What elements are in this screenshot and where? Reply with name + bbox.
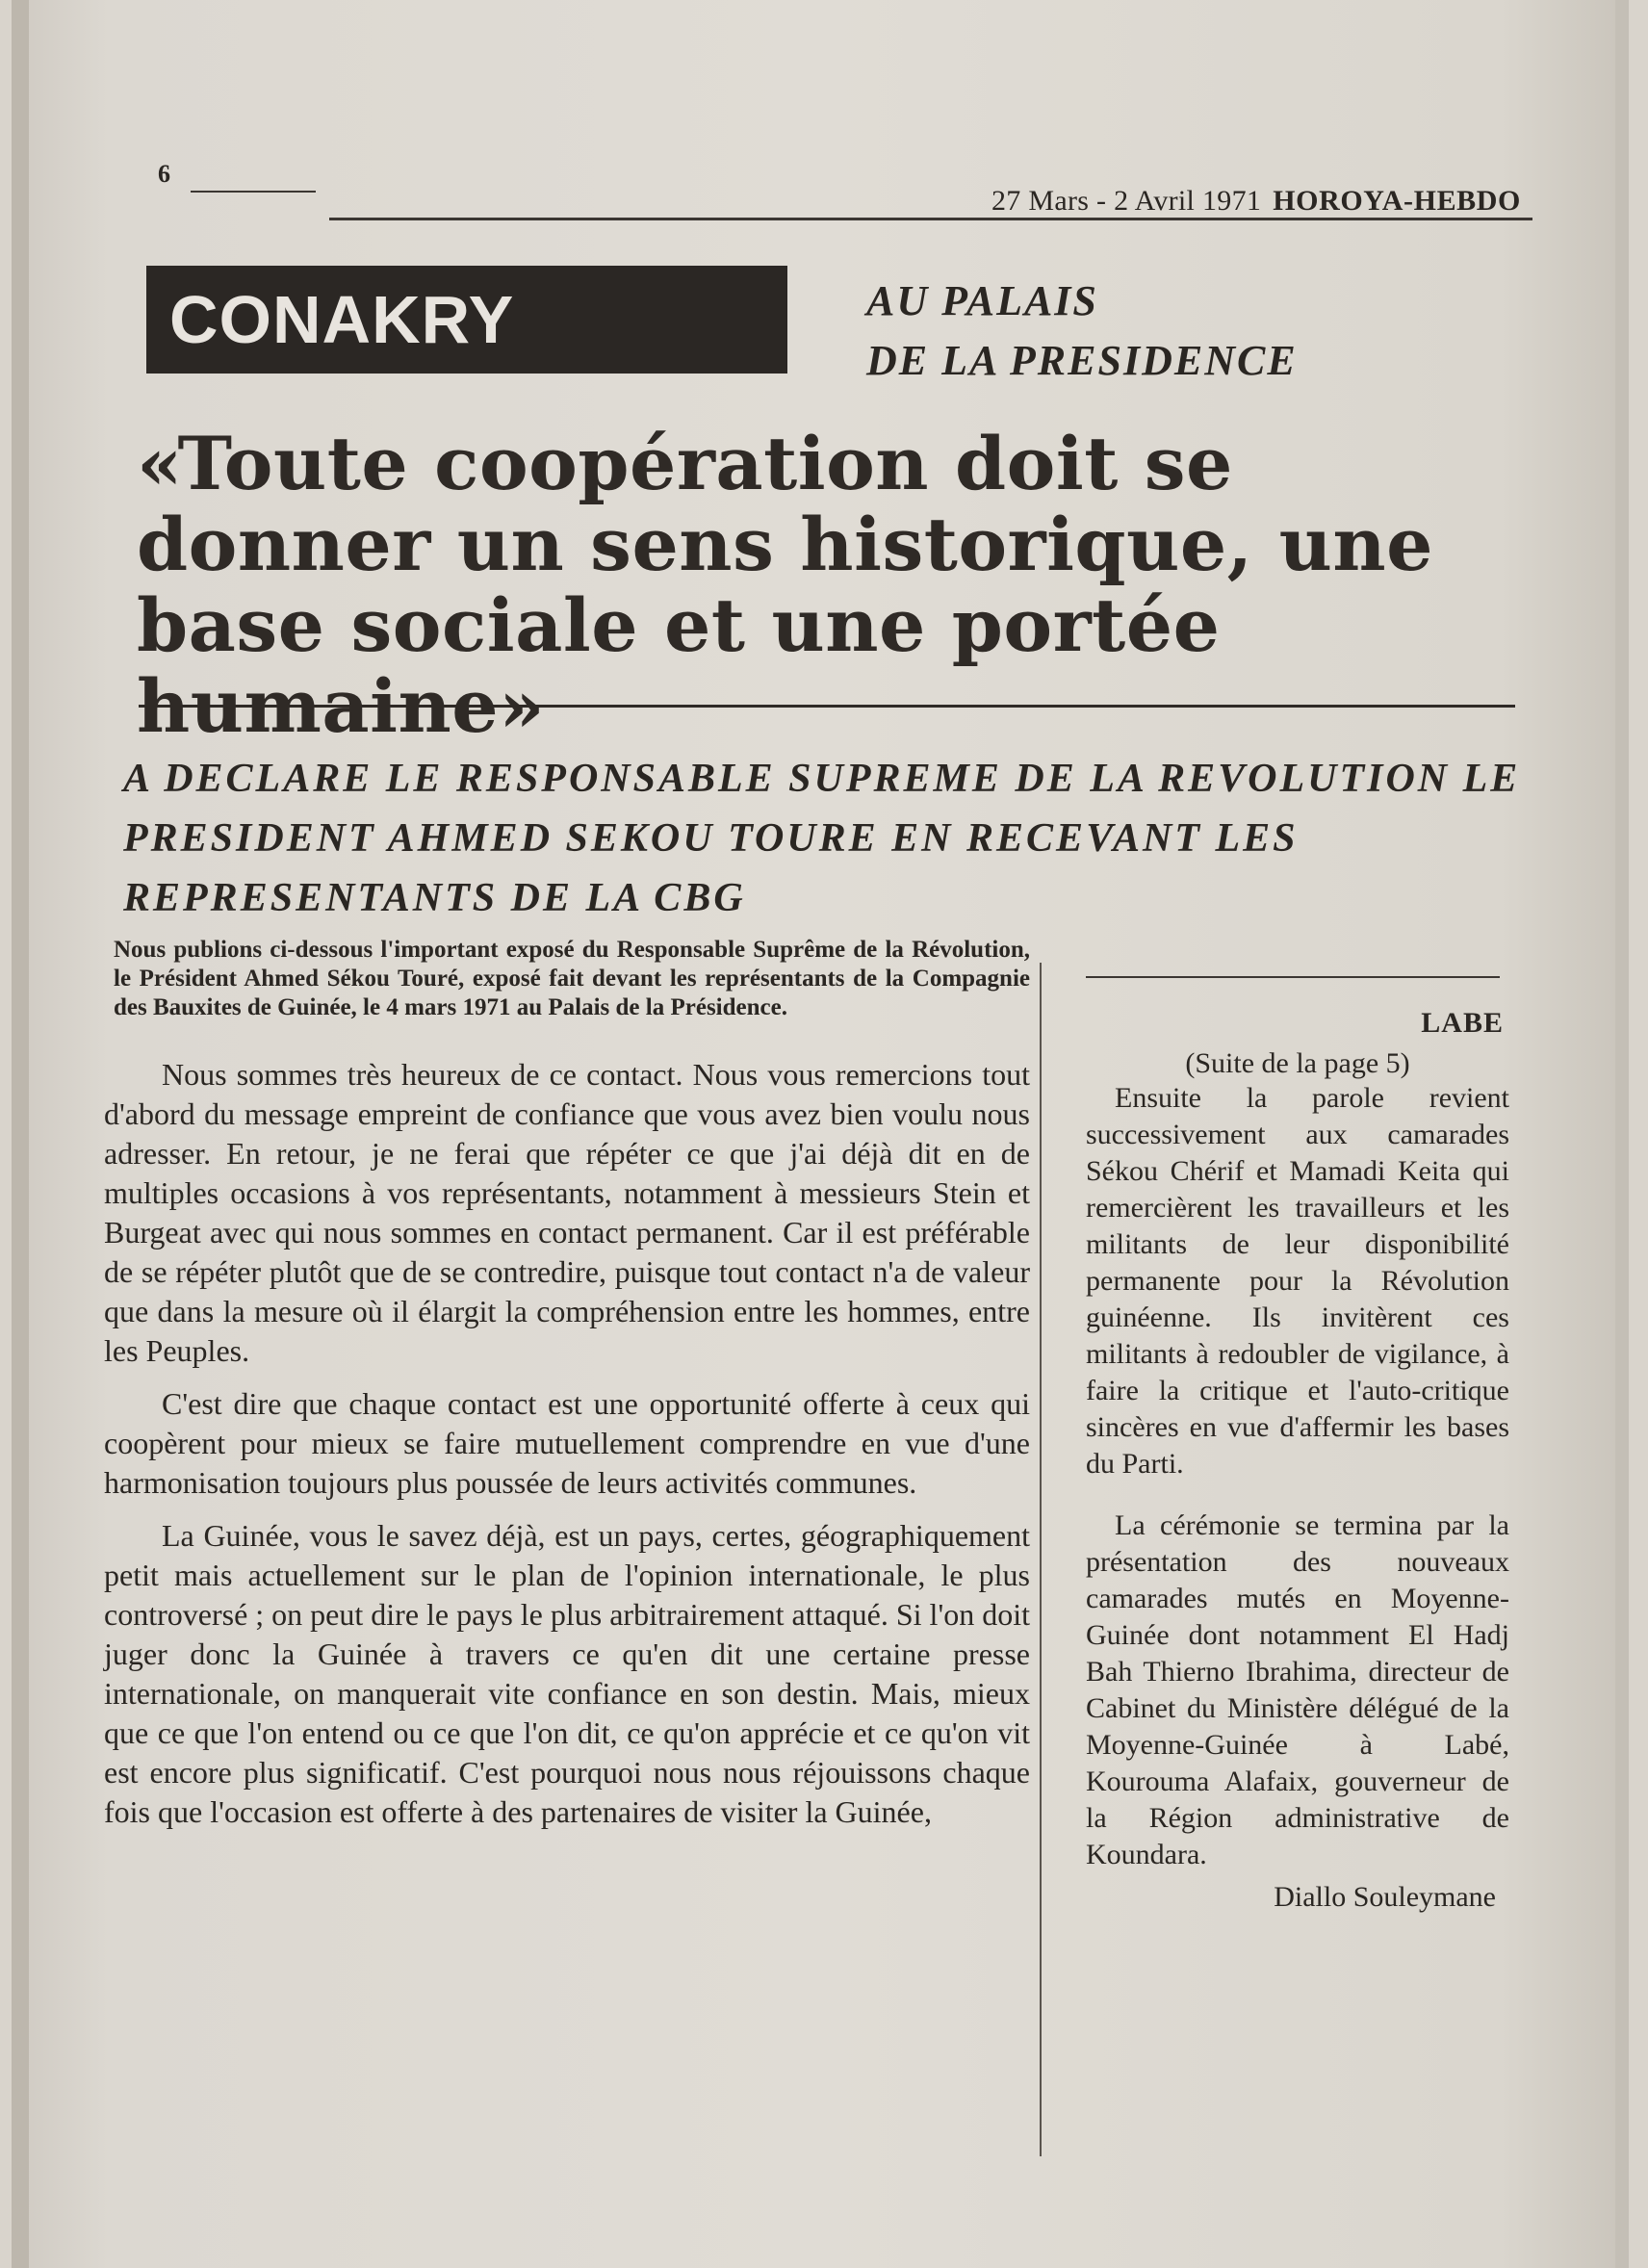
article-intro: Nous publions ci-dessous l'important exposé du Responsable Suprême de la Révolution, le Président Ahmed Sékou Touré, exposé fait devant les représentants de la Compagnie des Bauxites de Guinée, le 4 mars 1971 au Palais de la Présidence. [114, 937, 1030, 1020]
main-article [104, 936, 1030, 1832]
headline-rule [139, 705, 1515, 708]
author-signature: Diallo Souleymane [1274, 1881, 1496, 1913]
column-divider [1040, 963, 1042, 2156]
kicker-line-1: AU PALAIS [866, 277, 1098, 324]
continued-note: (Suite de la page 5) [1185, 1047, 1410, 1079]
subheadline: A DECLARE LE RESPONSABLE SUPREME DE LA REVOLUTION LE PRESIDENT AHMED SEKOU TOURE EN RECEVANT LES REPRESENTANTS DE LA CBG [123, 757, 1521, 920]
kicker [866, 271, 1298, 391]
side-article-title: LABE [1421, 1007, 1504, 1039]
side-article-paragraph: La cérémonie se termina par la présentation des nouveaux camarades mutés en Moyenne-Guinée dont notamment El Hadj Bah Thierno Ibrahima, directeur de Cabinet du Ministère délégué de la Moyenne-Guinée à Labé, Kourouma Alafaix, gouverneur de la Région administrative de Koundara. [1086, 1509, 1509, 1870]
kicker-line-2: DE LA PRESIDENCE [866, 337, 1298, 384]
page-edge [1615, 0, 1629, 2268]
page-spine [12, 0, 29, 2268]
publication-name: HOROYA-HEBDO [1273, 185, 1521, 217]
article-paragraph: C'est dire que chaque contact est une opportunité offerte à ceux qui coopèrent pour mieux se faire mutuellement comprendre en vue d'une harmonisation toujours plus poussée de leurs activités communes. [104, 1386, 1030, 1500]
article-paragraph: Nous sommes très heureux de ce contact. Nous vous remercions tout d'abord du message empreint de confiance que vous avez bien voulu nous adresser. En retour, je ne ferai que répéter ce que j'ai déjà dit en de multiples occasions à vos représentants, notamment à messieurs Stein et Burgeat avec qui nous sommes en contact permanent. Car il est préférable de se répéter plutôt que de se contredire, puisque tout contact n'a de valeur que dans la mesure où il élargit la compréhension entre les hommes, entre les Peuples. [104, 1057, 1030, 1368]
section-banner [146, 266, 787, 374]
section-label: CONAKRY [169, 282, 515, 357]
header-rule-short [191, 191, 316, 193]
header-rule [329, 218, 1532, 220]
side-article-rule [1086, 976, 1500, 978]
dateline [991, 185, 1521, 218]
page-number: 6 [158, 160, 170, 188]
side-article-paragraph: Ensuite la parole revient successivement aux camarades Sékou Chérif et Mamadi Keita qui remercièrent les travailleurs et les militants de leur disponibilité permanente pour la Révolution guinéenne. Ils invitèrent ces militants à redoubler de vigilance, à faire la critique et l'auto-critique sincères en vue d'affermir les bases du Parti. [1086, 1082, 1509, 1480]
headline: «Toute coopération doit se donner un sens historique, une base sociale et une portée humaine» [137, 421, 1433, 749]
side-article-labe [1086, 976, 1509, 1914]
article-paragraph: La Guinée, vous le savez déjà, est un pays, certes, géographiquement petit mais actuellement sur le plan de l'opinion internationale, le plus controversé ; on peut dire le pays le plus arbitrairement attaqué. Si l'on doit juger donc la Guinée à travers ce qu'en dit une certaine presse internationale, on manquerait vite confiance en son destin. Mais, mieux que ce que l'on entend ou ce que l'on dit, ce qu'on apprécie et ce qu'on vit est encore plus significatif. C'est pourquoi nous nous réjouissons chaque fois que l'occasion est offerte à des partenaires de visiter la Guinée, [104, 1518, 1030, 1829]
newspaper-page [12, 0, 1629, 2268]
issue-date: 27 Mars - 2 Avril 1971 [991, 185, 1262, 217]
